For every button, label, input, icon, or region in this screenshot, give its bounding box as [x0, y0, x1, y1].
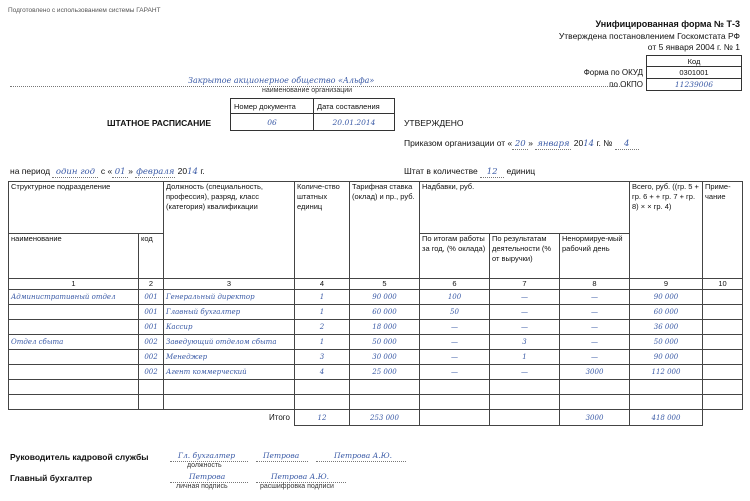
header-total: Всего, руб. ((гр. 5 + гр. 6 + + гр. 7 + гр. 8) × × гр. 4) [630, 182, 703, 279]
col-number: 1 [9, 279, 139, 290]
caption-position: должность [187, 462, 222, 469]
cell-count: 1 [319, 308, 325, 316]
order-line [404, 138, 639, 150]
from-month: февраля [136, 167, 175, 177]
period-line [10, 166, 205, 178]
table-row [9, 305, 743, 320]
cell-code: 002 [144, 338, 158, 346]
hr-signature: Петрова [263, 451, 300, 460]
total-allowance-irregular: 3000 [585, 413, 604, 422]
cell-position: Менеджер [166, 353, 208, 361]
total-row [9, 410, 743, 426]
cell-allowance-results: — [521, 368, 528, 376]
cell-note [703, 350, 743, 365]
cell-allowance-irregular: — [591, 353, 598, 361]
org-caption: наименование организации [262, 87, 353, 94]
cell-allowance-irregular: — [591, 323, 598, 331]
table-row [9, 365, 743, 380]
staff-unit: единиц [506, 166, 536, 176]
cell-code: 002 [144, 353, 158, 361]
col-number: 9 [630, 279, 703, 290]
cell-position: Главный бухгалтер [166, 308, 241, 316]
hr-name: Петрова А.Ю. [334, 451, 393, 460]
header-rate: Тарифная ставка (оклад) и пр., руб. [350, 182, 420, 279]
cell-code: 002 [144, 368, 158, 376]
acc-signature: Петрова [189, 472, 226, 481]
cell-count: 1 [319, 293, 325, 301]
cell-count: 2 [319, 323, 325, 331]
table-row [9, 335, 743, 350]
cell-code: 001 [144, 323, 158, 331]
period-label: на период [10, 166, 51, 176]
cell-allowance-results: — [521, 323, 528, 331]
table-row-empty [9, 395, 743, 410]
staffing-table [8, 181, 743, 426]
cell-position: Кассир [166, 323, 193, 331]
cell-allowance-results: — [521, 308, 528, 316]
period-value: один год [52, 167, 98, 178]
from-label: с « [100, 166, 113, 176]
col-number: 4 [295, 279, 350, 290]
header-note: Приме-чание [703, 182, 743, 279]
staff-line [404, 166, 535, 178]
code-table [646, 55, 742, 91]
total-count: 12 [317, 413, 327, 422]
cell-allowance-irregular: — [591, 293, 598, 301]
cell-allowance-annual: — [451, 353, 458, 361]
cell-allowance-results: 3 [522, 338, 527, 346]
cell-position: Агент коммерческий [166, 368, 247, 376]
okpo-label: по ОКПО [609, 80, 643, 89]
table-row [9, 290, 743, 305]
top-note: Подготовлено с использованием системы ГАРАНТ [8, 7, 161, 14]
order-quote: » [528, 138, 534, 148]
col-number: 3 [164, 279, 295, 290]
header-count: Количе-ство штатных единиц [295, 182, 350, 279]
cell-allowance-annual: 50 [450, 308, 459, 316]
cell-rate: 60 000 [372, 308, 397, 316]
total-sum: 418 000 [651, 413, 681, 422]
cell-total: 112 000 [651, 368, 681, 376]
cell-allowance-irregular: — [591, 338, 598, 346]
doc-number: 06 [231, 114, 314, 131]
okud-label: Форма по ОКУД [583, 68, 643, 77]
cell-note [703, 305, 743, 320]
org-name: Закрытое акционерное общество «Альфа» [188, 76, 375, 85]
cell-rate: 25 000 [372, 368, 397, 376]
col-number: 8 [560, 279, 630, 290]
order-year-suffix: г. № [596, 138, 613, 148]
cell-allowance-annual: — [451, 368, 458, 376]
header-unit-code: код [139, 234, 164, 279]
form-title: Унифицированная форма № Т-3 [595, 19, 740, 29]
approved-label: УТВЕРЖДЕНО [404, 118, 464, 128]
table-row-empty [9, 380, 743, 395]
from-day: 01 [112, 167, 128, 178]
doc-date-header: Дата составления [314, 99, 395, 114]
cell-code: 001 [144, 293, 158, 301]
from-year-prefix: 20 [177, 166, 188, 176]
cell-position: Заведующий отделом сбыта [166, 338, 277, 346]
cell-note [703, 290, 743, 305]
cell-allowance-irregular: — [591, 308, 598, 316]
cell-rate: 90 000 [372, 293, 397, 301]
approved-line-1: Утверждена постановлением Госкомстата РФ [558, 31, 740, 41]
cell-dept: Отдел сбыта [11, 338, 64, 346]
caption-signature: личная подпись [176, 483, 228, 490]
cell-dept: Административный отдел [11, 293, 116, 301]
total-label: Итого [9, 410, 295, 426]
header-position: Должность (специальность, профессия), разряд, класс (категория) квалификации [164, 182, 295, 279]
approved-line-2: от 5 января 2004 г. № 1 [647, 42, 740, 52]
cell-total: 50 000 [653, 338, 679, 346]
order-number: 4 [615, 139, 639, 150]
header-allowance-irregular: Ненормируе-мый рабочий день [560, 234, 630, 279]
cell-allowance-annual: — [451, 323, 458, 331]
cell-rate: 30 000 [372, 353, 397, 361]
cell-allowance-results: — [521, 293, 528, 301]
total-rate: 253 000 [370, 413, 399, 422]
cell-allowance-irregular: 3000 [585, 368, 604, 376]
col-number: 7 [490, 279, 560, 290]
cell-note [703, 335, 743, 350]
cell-total: 90 000 [653, 293, 679, 301]
order-year: 14 [583, 139, 595, 149]
hr-position: Гл. бухгалтер [178, 451, 236, 460]
cell-rate: 18 000 [372, 323, 397, 331]
cell-position: Генеральный директор [166, 293, 255, 301]
doc-date: 20.01.2014 [314, 114, 395, 131]
staff-value: 12 [480, 167, 504, 178]
order-month: января [537, 139, 570, 149]
okpo-value: 11239006 [647, 79, 742, 91]
doc-number-header: Номер документа [231, 99, 314, 114]
table-row [9, 350, 743, 365]
column-numbers-row [9, 279, 743, 290]
header-structural-unit: Структурное подразделение [9, 182, 164, 234]
from-year: 14 [187, 167, 198, 177]
table-row [9, 320, 743, 335]
cell-total: 36 000 [653, 323, 679, 331]
cell-rate: 50 000 [372, 338, 397, 346]
cell-count: 3 [319, 353, 325, 361]
col-number: 2 [139, 279, 164, 290]
hr-head-label: Руководитель кадровой службы [10, 452, 149, 462]
cell-note [703, 365, 743, 380]
cell-allowance-annual: — [451, 338, 458, 346]
caption-decode: расшифровка подписи [260, 483, 334, 490]
cell-allowance-annual: 100 [447, 293, 462, 301]
cell-note [703, 320, 743, 335]
doc-title: ШТАТНОЕ РАСПИСАНИЕ [107, 118, 212, 128]
from-quote: » [128, 166, 133, 176]
order-day: 20 [512, 139, 528, 150]
staff-label: Штат в количестве [404, 166, 478, 176]
order-prefix: Приказом организации от « [404, 138, 513, 148]
chief-accountant-label: Главный бухгалтер [10, 473, 93, 483]
cell-total: 60 000 [653, 308, 679, 316]
cell-allowance-results: 1 [522, 353, 527, 361]
cell-total: 90 000 [653, 353, 679, 361]
header-allowances: Надбавки, руб. [420, 182, 630, 234]
col-number: 5 [350, 279, 420, 290]
col-number: 10 [703, 279, 743, 290]
cell-code: 001 [144, 308, 158, 316]
acc-name: Петрова А.Ю. [271, 472, 330, 481]
doc-number-table [230, 98, 395, 131]
code-header: Код [647, 56, 742, 67]
cell-count: 4 [319, 368, 325, 376]
from-year-suffix: г. [200, 166, 205, 176]
header-allowance-annual: По итогам работы за год, (% оклада) [420, 234, 490, 279]
order-year-prefix: 20 [573, 138, 584, 148]
cell-count: 1 [319, 338, 325, 346]
header-unit-name: наименование [9, 234, 139, 279]
header-allowance-results: По результатам деятельности (% от выручки) [490, 234, 560, 279]
okud-value: 0301001 [647, 67, 742, 79]
col-number: 6 [420, 279, 490, 290]
